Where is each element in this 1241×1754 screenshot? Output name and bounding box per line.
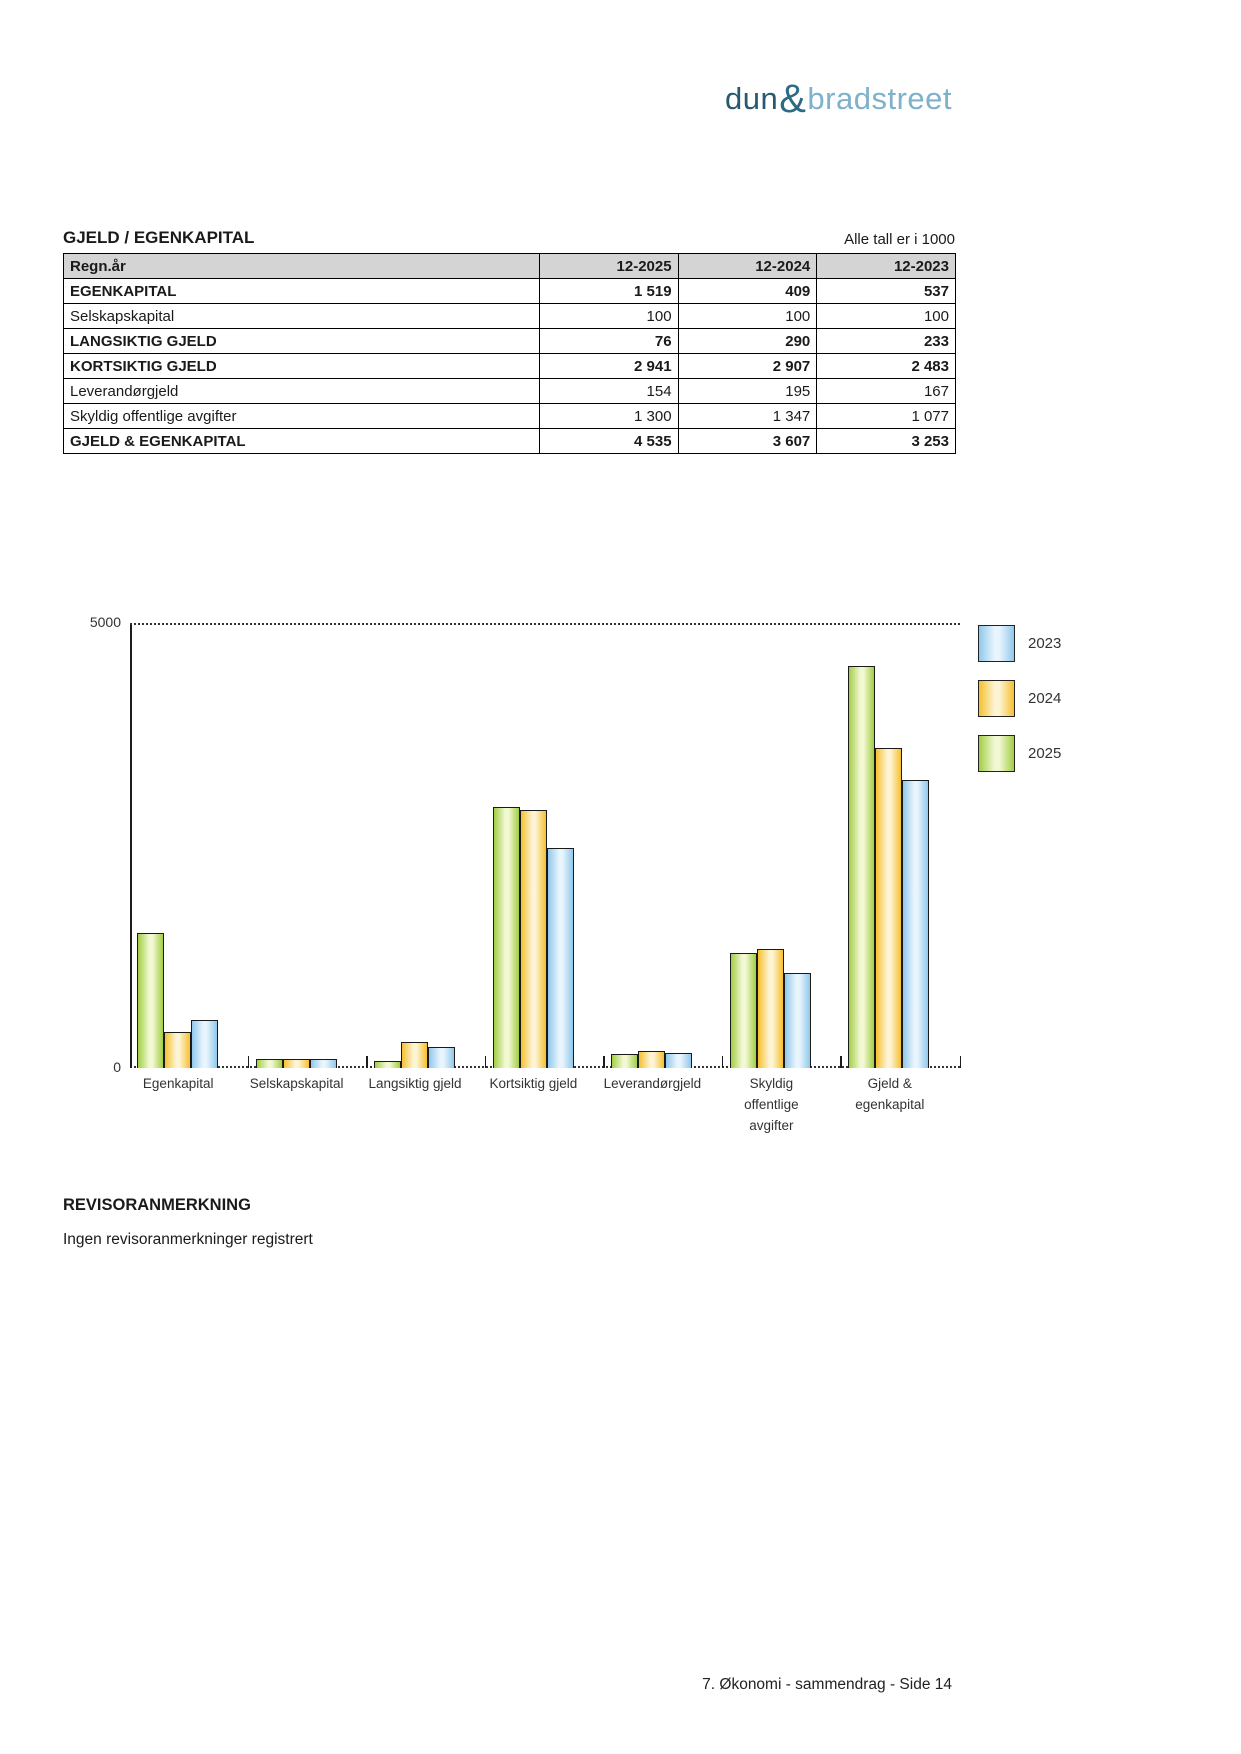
- section-title: GJELD / EGENKAPITAL: [63, 228, 255, 247]
- row-value: 195: [678, 379, 817, 404]
- row-label: EGENKAPITAL: [64, 279, 540, 304]
- row-value: 3 253: [817, 429, 956, 454]
- financial-table: [63, 253, 956, 454]
- financial-table-body: [64, 279, 956, 454]
- table-row: [64, 329, 956, 354]
- row-value: 290: [678, 329, 817, 354]
- unit-note: Alle tall er i 1000: [844, 231, 955, 248]
- bar-triplet: [137, 933, 218, 1068]
- bar-group-skyldig-offentlige-avgifter: [723, 625, 842, 1068]
- table-row: [64, 279, 956, 304]
- bar-2023: [310, 1059, 337, 1068]
- bar-triplet: [611, 1051, 692, 1068]
- row-value: 154: [539, 379, 678, 404]
- bar-group-leverand-rgjeld: [604, 625, 723, 1068]
- legend-label: 2024: [1028, 690, 1062, 707]
- bar-triplet: [256, 1059, 337, 1068]
- x-axis-label: Skyldig offentlige avgifter: [744, 1076, 799, 1133]
- row-value: 537: [817, 279, 956, 304]
- row-value: 167: [817, 379, 956, 404]
- bar-2025: [848, 666, 875, 1068]
- row-value: 2 941: [539, 354, 678, 379]
- row-label: LANGSIKTIG GJELD: [64, 329, 540, 354]
- table-row: [64, 429, 956, 454]
- legend-label: 2025: [1028, 745, 1062, 762]
- column-header-12-2023: 12-2023: [817, 254, 956, 279]
- section-header: [63, 228, 955, 248]
- bar-group-selskapskapital: [249, 625, 368, 1068]
- x-axis-label: Egenkapital: [142, 1076, 214, 1091]
- x-axis-tick: [366, 1056, 368, 1068]
- bar-triplet: [848, 666, 929, 1068]
- table-row: [64, 304, 956, 329]
- row-value: 4 535: [539, 429, 678, 454]
- x-axis-label: Kortsiktig gjeld: [489, 1076, 578, 1091]
- table-row: [64, 354, 956, 379]
- bar-group-egenkapital: [130, 625, 249, 1068]
- bar-triplet: [493, 807, 574, 1068]
- logo-bradstreet-text: bradstreet: [807, 81, 952, 116]
- x-axis-tick: [248, 1056, 250, 1068]
- bar-2024: [520, 810, 547, 1068]
- legend-entry-2023: [978, 625, 1061, 662]
- row-label: Skyldig offentlige avgifter: [64, 404, 540, 429]
- legend-entry-2024: [978, 680, 1061, 717]
- row-value: 76: [539, 329, 678, 354]
- bar-2023: [665, 1053, 692, 1068]
- bar-2025: [374, 1061, 401, 1068]
- bar-2025: [493, 807, 520, 1068]
- row-label: Selskapskapital: [64, 304, 540, 329]
- bar-groups-container: [130, 625, 960, 1068]
- bar-2024: [875, 748, 902, 1068]
- x-axis-tick: [603, 1056, 605, 1068]
- row-value: 1 077: [817, 404, 956, 429]
- x-axis-labels: [130, 1074, 960, 1137]
- bar-triplet: [730, 949, 811, 1068]
- row-label: KORTSIKTIG GJELD: [64, 354, 540, 379]
- bar-2025: [256, 1059, 283, 1068]
- row-value: 233: [817, 329, 956, 354]
- table-header-row: [64, 254, 956, 279]
- bar-group-langsiktig-gjeld: [367, 625, 486, 1068]
- row-value: 1 347: [678, 404, 817, 429]
- logo-ampersand-icon: &: [779, 77, 807, 121]
- row-value: 409: [678, 279, 817, 304]
- y-axis-tick-0: 0: [113, 1059, 121, 1075]
- bar-2023: [547, 848, 574, 1068]
- bar-triplet: [374, 1042, 455, 1068]
- row-value: 100: [678, 304, 817, 329]
- table-row: [64, 379, 956, 404]
- x-axis-tick: [485, 1056, 487, 1068]
- table-row: [64, 404, 956, 429]
- bar-2023: [191, 1020, 218, 1068]
- x-axis-end-tick: [960, 1056, 962, 1068]
- legend-entry-2025: [978, 735, 1061, 772]
- chart-legend: [978, 625, 1061, 790]
- bar-group-gjeld-egenkapital: [841, 625, 960, 1068]
- column-header-regnar: Regn.år: [64, 254, 540, 279]
- page-footer: 7. Økonomi - sammendrag - Side 14: [702, 1676, 952, 1693]
- legend-swatch-2023: [978, 625, 1015, 662]
- bar-2024: [401, 1042, 428, 1068]
- bar-2024: [757, 949, 784, 1068]
- dun-bradstreet-logo: [725, 74, 952, 119]
- legend-swatch-2025: [978, 735, 1015, 772]
- row-value: 2 907: [678, 354, 817, 379]
- row-value: 1 519: [539, 279, 678, 304]
- bar-2025: [137, 933, 164, 1068]
- revisor-text: Ingen revisoranmerkninger registrert: [63, 1231, 313, 1248]
- bar-group-kortsiktig-gjeld: [486, 625, 605, 1068]
- row-label: GJELD & EGENKAPITAL: [64, 429, 540, 454]
- bar-2025: [611, 1054, 638, 1068]
- logo-dun-text: dun: [725, 81, 779, 116]
- bar-2024: [638, 1051, 665, 1068]
- legend-swatch-2024: [978, 680, 1015, 717]
- bar-2023: [428, 1047, 455, 1068]
- x-axis-label: Langsiktig gjeld: [368, 1076, 462, 1091]
- column-header-12-2024: 12-2024: [678, 254, 817, 279]
- row-value: 1 300: [539, 404, 678, 429]
- y-axis-line: [130, 625, 132, 1068]
- revisor-heading: REVISORANMERKNING: [63, 1196, 251, 1214]
- x-axis-label: Leverandørgjeld: [603, 1076, 702, 1091]
- row-value: 100: [539, 304, 678, 329]
- bar-2023: [784, 973, 811, 1068]
- x-axis-tick: [722, 1056, 724, 1068]
- bar-2024: [283, 1059, 310, 1068]
- column-header-12-2025: 12-2025: [539, 254, 678, 279]
- legend-label: 2023: [1028, 635, 1062, 652]
- x-axis-label: Gjeld & egenkapital: [855, 1076, 925, 1112]
- row-label: Leverandørgjeld: [64, 379, 540, 404]
- balance-bar-chart: [63, 555, 1183, 1133]
- row-value: 3 607: [678, 429, 817, 454]
- plot-area: [130, 623, 960, 1068]
- row-value: 100: [817, 304, 956, 329]
- bar-2024: [164, 1032, 191, 1068]
- bar-2023: [902, 780, 929, 1068]
- row-value: 2 483: [817, 354, 956, 379]
- x-axis-label: Selskapskapital: [249, 1076, 344, 1091]
- y-axis-tick-5000: 5000: [89, 614, 121, 630]
- x-axis-tick: [840, 1056, 842, 1068]
- bar-2025: [730, 953, 757, 1068]
